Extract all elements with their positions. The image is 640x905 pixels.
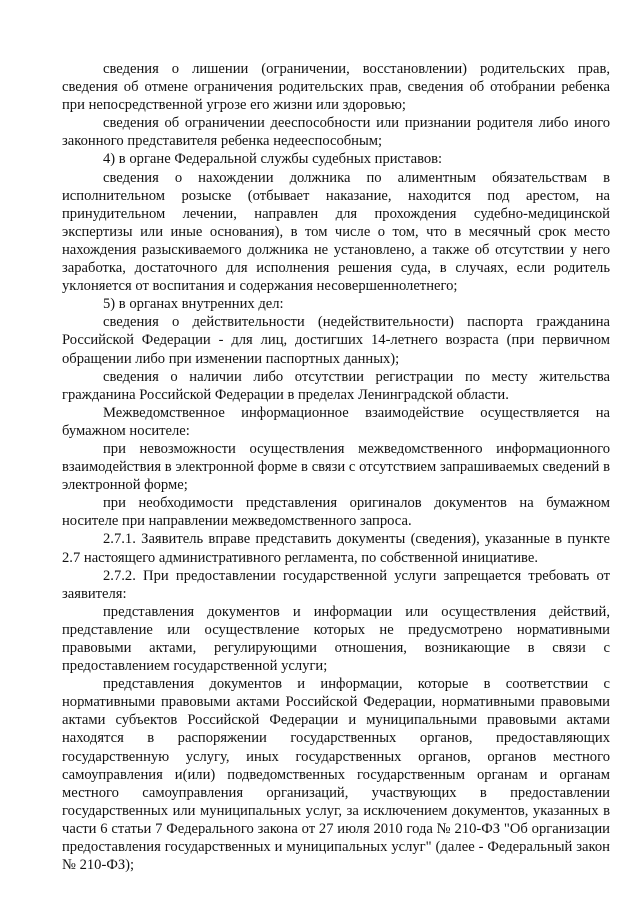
paragraph-registration-info: сведения о наличии либо отсутствии регистрации по месту жительства гражданина Российской Федерации в пределах Ленинградской области. — [62, 368, 610, 403]
paragraph-internal-affairs-heading: 5) в органах внутренних дел: — [103, 296, 284, 313]
paragraph-paper-interaction: Межведомственное информационное взаимодействие осуществляется на бумажном носителе: — [62, 404, 610, 439]
paragraph-documents-in-possession: представления документов и информации, которые в соответствии с нормативными правовыми актами Российской Федерации, нормативными правовыми актами субъектов Российской Федерации и муниципальными правовыми актами находятся в распоряжении государственных органов, предоставляющих государственную услугу, иных государственных органов, органов местного самоуправления и(или) подведомственных государственным органам и органам местного самоуправления организаций, участвующих в предоставлении государственных или муниципальных услуг, за исключением документов, указанных в части 6 статьи 7 Федерального закона от 27 июля 2010 года № 210-ФЗ "Об организации предоставления государственных и муниципальных услуг" (далее - Федеральный закон № 210-ФЗ); — [62, 676, 610, 874]
paragraph-bailiff-service-heading: 4) в органе Федеральной службы судебных приставов: — [103, 151, 443, 168]
document-page — [62, 60, 610, 874]
paragraph-legal-capacity-info: сведения об ограничении дееспособности или признании родителя либо иного законного представителя ребенка недееспособным; — [62, 115, 610, 150]
paragraph-originals-required: при необходимости представления оригиналов документов на бумажном носителе при направлении межведомственного запроса. — [62, 495, 610, 530]
paragraph-parental-rights-info: сведения о лишении (ограничении, восстановлении) родительских прав, сведения об отмене ограничения родительских прав, сведения об отобрании ребенка при непосредственной угрозе его жизни или здоровью; — [62, 61, 610, 114]
paragraph-debtor-search-info: сведения о нахождении должника по алиментным обязательствам в исполнительном розыске (отбывает наказание, находится под арестом, на принудительном лечении, направлен для прохождения судебно-медицинской экспертизы или иные основания), в том числе о том, что в месячный срок место нахождения разыскиваемого должника не установлено, а также об отсутствии у него заработка, достаточного для исполнения решения суда, в случаях, если родитель уклоняется от воспитания и содержания несовершеннолетнего; — [62, 169, 610, 295]
paragraph-clause-2-7-2: 2.7.2. При предоставлении государственной услуги запрещается требовать от заявителя: — [62, 567, 610, 602]
paragraph-passport-validity-info: сведения о действительности (недействительности) паспорта гражданина Российской Федерации - для лиц, достигших 14-летнего возраста (при первичном обращении либо при изменении паспортных данных); — [62, 314, 610, 367]
paragraph-electronic-impossible: при невозможности осуществления межведомственного информационного взаимодействия в электронной форме в связи с отсутствием запрашиваемых сведений в электронной форме; — [62, 440, 610, 494]
paragraph-clause-2-7-1: 2.7.1. Заявитель вправе представить документы (сведения), указанные в пункте 2.7 настоящего административного регламента, по собственной инициативе. — [62, 531, 610, 566]
paragraph-not-required-actions: представления документов и информации или осуществления действий, представление или осуществление которых не предусмотрено нормативными правовыми актами, регулирующими отношения, возникающие в связи с предоставлением государственной услуги; — [62, 603, 610, 675]
